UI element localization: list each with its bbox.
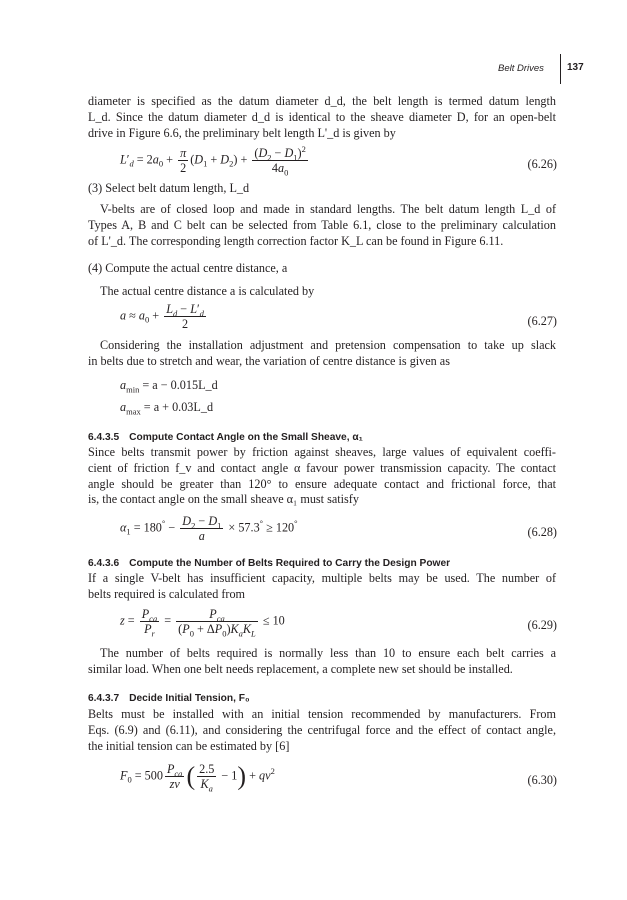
- section-heading-6-4-3-5: [88, 432, 363, 443]
- text-line: If a single V-belt has insufficient capacity, multiple belts may be used. The number of: [88, 571, 556, 585]
- paragraph-adjustment: [88, 338, 556, 370]
- running-title: Belt Drives: [498, 63, 544, 74]
- a-max-rhs: = a + 0.03L_d: [143, 400, 214, 414]
- equation-number: (6.29): [527, 618, 557, 632]
- text-line: angle should be greater than 120° to ensure adequate contact and frictional force, that: [88, 476, 556, 491]
- equation-6-28: $\alpha_1 = 180^\circ$ − $\frac{D_2 - D_1}{a}$ × 57.3° ≥ 120°: [120, 514, 298, 543]
- equation-a-max: $a_{max} = a$ + 0.03L_d: [120, 400, 214, 417]
- section-title: Compute Contact Angle on the Small Sheave, α₁: [129, 432, 363, 443]
- text-line: diameter is specified as the datum diameter d_d, the belt length is termed datum length: [88, 94, 556, 108]
- text-line: L_d. Since the datum diameter d_d is identical to the sheave diameter D, for an open-belt: [88, 109, 556, 124]
- text-line: V-belts are of closed loop and made in standard lengths. The belt datum length L_d of: [100, 202, 556, 216]
- paragraph-standard-lengths: [88, 202, 556, 249]
- paragraph-initial-tension: [88, 707, 556, 754]
- equation-6-30: $F_0 = 500$ $\frac{P_{ca}}{zv}$ ( $\frac{2.5}{K_a}$ − $1) + qv^2$: [120, 761, 275, 794]
- equation-number: (6.26): [527, 157, 557, 171]
- step-4-label: (4) Compute the actual centre distance, a: [88, 261, 288, 275]
- text-line: belts required is calculated from: [88, 586, 246, 601]
- section-heading-6-4-3-6: [88, 558, 450, 569]
- text-line: of L'_d. The corresponding length correction factor K_L can be found in Figure 6.11.: [88, 233, 504, 248]
- paragraph-belt-count-note: [88, 646, 556, 678]
- equation-number: (6.27): [527, 314, 557, 328]
- equation-6-27: $a \approx a_0$ + $\frac{L_d - L'_d}{2}$: [120, 302, 204, 331]
- section-title: Decide Initial Tension, F₀: [129, 693, 250, 704]
- equation-number: (6.30): [527, 773, 557, 787]
- page-number: 137: [567, 62, 584, 73]
- text-line: the initial tension can be estimated by [6]: [88, 738, 290, 753]
- text-line: Considering the installation adjustment and pretension compensation to take up slack: [100, 338, 556, 352]
- text-line: The number of belts required is normally less than 10 to ensure each belt carries a: [100, 646, 556, 660]
- section-title: Compute the Number of Belts Required to Carry the Design Power: [129, 558, 451, 569]
- section-number: 6.4.3.6: [88, 558, 120, 569]
- text-line: Since belts transmit power by friction against sheaves, large values of equivalent coeffi-: [88, 445, 556, 459]
- a-min-rhs: = a − 0.015L_d: [142, 378, 218, 392]
- text-line: in belts due to stretch and wear, the variation of centre distance is given as: [88, 353, 450, 368]
- equation-a-min: $a_{min} = a$ − 0.015L_d: [120, 378, 218, 395]
- paragraph-number-of-belts: [88, 571, 556, 603]
- text-line: drive in Figure 6.6, the preliminary belt length L'_d is given by: [88, 125, 396, 140]
- section-number: 6.4.3.7: [88, 693, 120, 704]
- text-line: Eqs. (6.9) and (6.11), and considering the centrifugal force and the effect of contact angle,: [88, 722, 556, 737]
- text-line: cient of friction f_v and contact angle α favour power transmission capacity. The contact: [88, 460, 556, 475]
- section-number: 6.4.3.5: [88, 432, 120, 443]
- paragraph-centre-distance: The actual centre distance a is calculated by: [100, 284, 315, 298]
- paragraph-datum-diameter: [88, 94, 556, 141]
- text-line: Types A, B and C belt can be selected from Table 6.1, close to the preliminary calculation: [88, 217, 556, 232]
- text-line: Belts must be installed with an initial tension recommended by manufacturers. From: [88, 707, 556, 721]
- paragraph-contact-angle: [88, 445, 556, 508]
- step-3-label: (3) Select belt datum length, L_d: [88, 181, 250, 195]
- equation-number: (6.28): [527, 525, 557, 539]
- header-divider: [560, 54, 561, 84]
- text-line: similar load. When one belt needs replacement, a complete new set should be installed.: [88, 661, 513, 676]
- section-heading-6-4-3-7: [88, 693, 250, 704]
- text-line: is, the contact angle on the small sheave α₁ must satisfy: [88, 492, 359, 507]
- equation-6-26: $L'_d = 2a_0$ + $\frac{\pi}{2}$ $(D_1 + D_2)$ + $\frac{(D_2 - D_1)^2}{4a_0}$: [120, 143, 306, 178]
- equation-6-29: z = $\frac{P_{ca}}{P_r}$ = $\frac{P_{ca}}{(P_0 + \Delta P_0)K_aK_L}$ ≤ 10: [120, 607, 285, 639]
